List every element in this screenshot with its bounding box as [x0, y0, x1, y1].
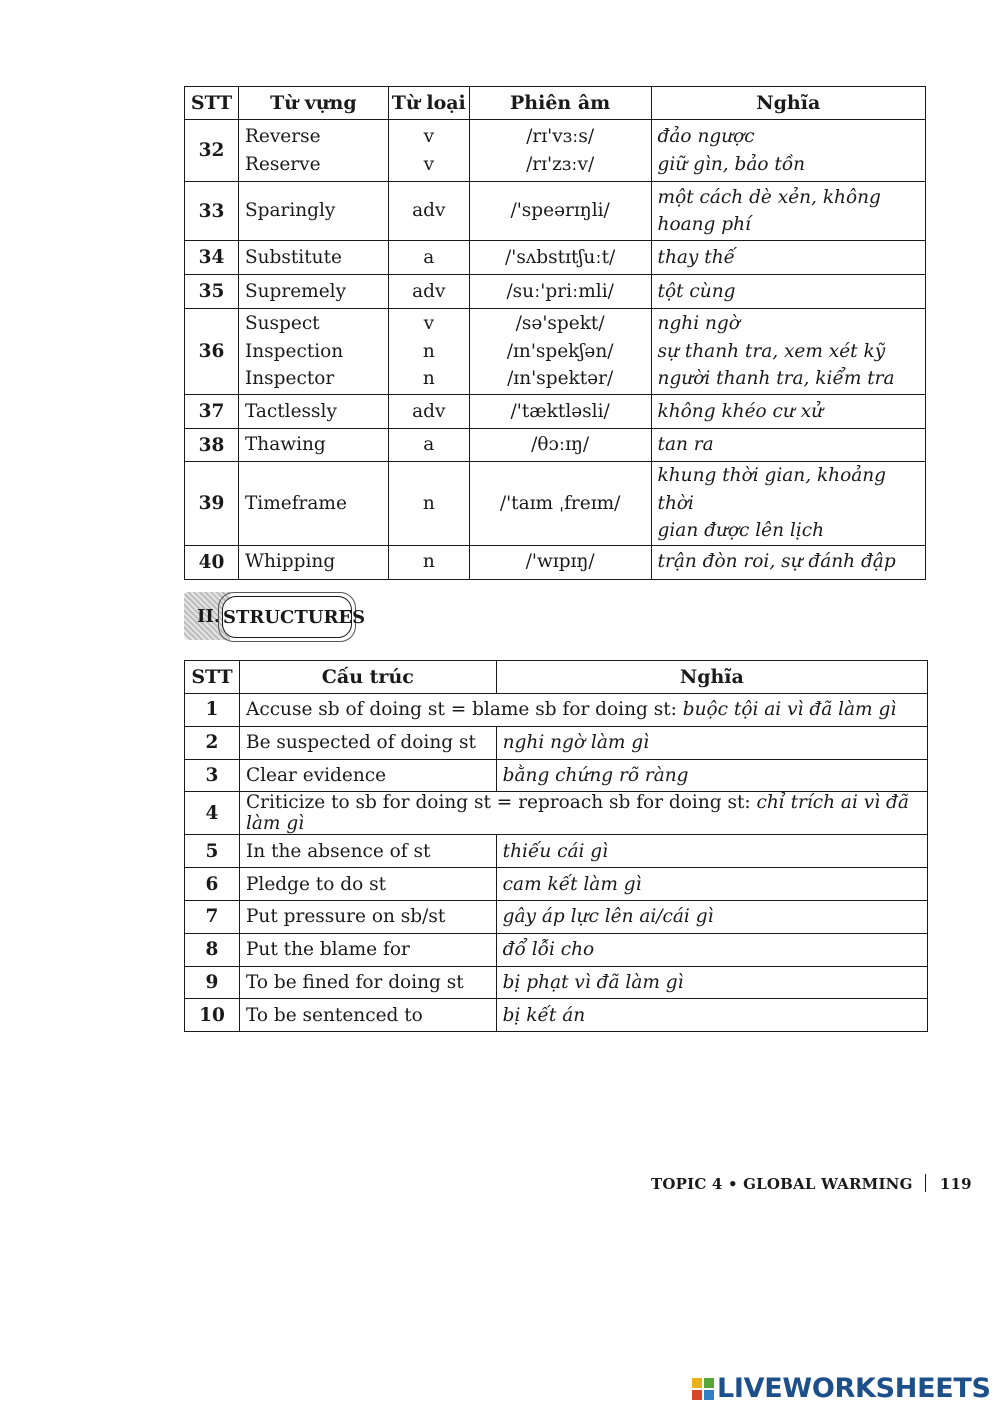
table-row — [185, 966, 928, 999]
table-row — [185, 429, 926, 462]
meaning-cell: cam kết làm gì — [496, 868, 927, 901]
meaning-line: gian được lên lịch — [657, 520, 825, 541]
meaning-cell: gây áp lực lên ai/cái gì — [496, 900, 927, 933]
pronunciation-cell — [469, 429, 651, 462]
liveworksheets-logo-icon — [692, 1378, 714, 1400]
pronunciation-cell — [469, 309, 651, 395]
part-of-speech-cell — [388, 395, 469, 429]
structure-meaning: buộc tội ai vì đã làm gì — [682, 699, 897, 721]
part-of-speech-cell — [388, 241, 469, 275]
pronunciation-cell — [469, 462, 651, 546]
table-row — [185, 309, 926, 395]
table-row — [185, 241, 926, 275]
meaning-line: thay thế — [657, 246, 735, 268]
part-of-speech-line: n — [422, 368, 435, 390]
part-of-speech-line: adv — [412, 200, 446, 222]
word-cell — [238, 395, 388, 429]
word-line: Reverse — [244, 126, 321, 147]
pronunciation-cell — [469, 241, 651, 275]
meaning-cell: bị kết án — [496, 999, 927, 1032]
word-cell — [238, 241, 388, 275]
part-of-speech-line: a — [423, 434, 435, 456]
part-of-speech-line: adv — [412, 280, 446, 302]
meaning-cell: đổ lỗi cho — [496, 933, 927, 966]
table-row — [185, 999, 928, 1032]
part-of-speech-cell — [388, 275, 469, 309]
vocabulary-table — [184, 86, 926, 580]
row-number: 3 — [185, 759, 240, 792]
table-row — [185, 462, 926, 546]
row-number: 36 — [185, 309, 239, 395]
part-of-speech-cell — [388, 545, 469, 579]
meaning-cell — [651, 241, 925, 275]
structure-text: Criticize to sb for doing st = reproach sb for doing st: — [245, 792, 757, 814]
part-of-speech-line: n — [422, 340, 435, 362]
table-row — [185, 792, 928, 835]
row-number: 5 — [185, 835, 240, 868]
word-line: Inspection — [244, 340, 344, 362]
meaning-cell: nghi ngờ làm gì — [496, 726, 927, 759]
word-line: Whipping — [244, 551, 336, 573]
part-of-speech-cell — [388, 462, 469, 546]
row-number: 7 — [185, 900, 240, 933]
structure-cell: In the absence of st — [239, 835, 496, 868]
header-pronunciation: Phiên âm — [469, 87, 651, 120]
header-part-of-speech: Từ loại — [388, 87, 469, 120]
word-line: Tactlessly — [244, 400, 337, 422]
row-number: 6 — [185, 868, 240, 901]
table-row — [185, 900, 928, 933]
part-of-speech-line: n — [422, 492, 435, 514]
meaning-line: tột cùng — [657, 280, 736, 302]
row-number: 9 — [185, 966, 240, 999]
structure-cell: To be fined for doing st — [239, 966, 496, 999]
meaning-cell: bị phạt vì đã làm gì — [496, 966, 927, 999]
row-number: 34 — [185, 241, 239, 275]
structure-meaning: chỉ trích ai vì đã làm gì — [245, 792, 909, 835]
meaning-cell — [651, 275, 925, 309]
meaning-line: người thanh tra, kiểm tra — [657, 368, 895, 390]
row-number: 37 — [185, 395, 239, 429]
word-line: Reserve — [244, 153, 321, 175]
table-row — [185, 545, 926, 579]
word-cell — [238, 545, 388, 579]
page-number: 119 — [939, 1175, 972, 1193]
word-line: Suspect — [244, 313, 320, 335]
meaning-cell: bằng chứng rõ ràng — [496, 759, 927, 792]
meaning-cell — [651, 395, 925, 429]
structure-cell: Put pressure on sb/st — [239, 900, 496, 933]
structures-header-row — [185, 661, 928, 694]
word-line: Inspector — [244, 368, 335, 390]
section-title: STRUCTURES — [223, 607, 366, 628]
section-number: II. — [197, 606, 221, 627]
part-of-speech-cell — [388, 182, 469, 241]
word-cell — [238, 275, 388, 309]
meaning-line: đảo ngược — [657, 126, 755, 147]
pronunciation-line: /suː'priːmli/ — [506, 280, 614, 302]
table-row — [185, 395, 926, 429]
header-stt: STT — [185, 661, 240, 694]
meaning-line: tan ra — [657, 434, 714, 456]
row-number: 35 — [185, 275, 239, 309]
part-of-speech-line: v — [423, 313, 435, 335]
structure-cell — [239, 792, 927, 835]
meaning-cell — [651, 309, 925, 395]
pronunciation-line: /ɪn'spektər/ — [507, 368, 614, 390]
part-of-speech-cell — [388, 120, 469, 182]
row-number: 10 — [185, 999, 240, 1032]
table-row — [185, 694, 928, 727]
pronunciation-line: /sə'spekt/ — [515, 313, 605, 335]
meaning-cell — [651, 182, 925, 241]
pronunciation-cell — [469, 275, 651, 309]
structure-cell: Put the blame for — [239, 933, 496, 966]
word-cell — [238, 309, 388, 395]
part-of-speech-line: v — [423, 153, 435, 175]
pronunciation-cell — [469, 182, 651, 241]
watermark-text: LIVEWORKSHEETS — [717, 1373, 991, 1404]
word-line: Substitute — [244, 246, 342, 268]
part-of-speech-line: n — [422, 551, 435, 573]
pronunciation-line: /'sʌbstɪtʃuːt/ — [505, 246, 616, 268]
table-row — [185, 868, 928, 901]
word-line: Sparingly — [244, 200, 336, 222]
header-word: Từ vựng — [238, 87, 388, 120]
structure-cell: To be sentenced to — [239, 999, 496, 1032]
row-number: 33 — [185, 182, 239, 241]
meaning-line: không khéo cư xử — [657, 400, 824, 422]
row-number: 4 — [185, 792, 240, 835]
pronunciation-line: /rɪ'vɜːs/ — [526, 126, 595, 147]
word-cell — [238, 462, 388, 546]
meaning-line: nghi ngờ — [657, 313, 740, 335]
meaning-line: hoang phí — [657, 214, 751, 235]
word-cell — [238, 120, 388, 182]
meaning-line: khung thời gian, khoảng thời — [657, 465, 887, 514]
header-stt: STT — [185, 87, 239, 120]
word-cell — [238, 182, 388, 241]
section-heading — [184, 592, 366, 642]
pronunciation-line: /'tæktləsli/ — [510, 400, 610, 422]
meaning-cell — [651, 429, 925, 462]
header-meaning: Nghĩa — [496, 661, 927, 694]
row-number: 8 — [185, 933, 240, 966]
meaning-cell — [651, 545, 925, 579]
structure-cell: Be suspected of doing st — [239, 726, 496, 759]
word-line: Thawing — [244, 434, 326, 456]
topic-label: TOPIC 4 • GLOBAL WARMING — [651, 1175, 913, 1193]
structure-text: Accuse sb of doing st = blame sb for doing st: — [245, 699, 683, 721]
pronunciation-cell — [469, 395, 651, 429]
vocabulary-header-row — [185, 87, 926, 120]
part-of-speech-cell — [388, 429, 469, 462]
meaning-cell — [651, 120, 925, 182]
word-line: Supremely — [244, 280, 347, 302]
part-of-speech-line: adv — [412, 400, 446, 422]
table-row — [185, 933, 928, 966]
part-of-speech-line: v — [423, 126, 435, 147]
pronunciation-line: /'wɪpɪŋ/ — [525, 551, 595, 573]
meaning-cell: thiếu cái gì — [496, 835, 927, 868]
meaning-line: sự thanh tra, xem xét kỹ — [657, 340, 886, 362]
pronunciation-line: /'speərɪŋli/ — [510, 200, 610, 222]
table-row — [185, 726, 928, 759]
pronunciation-line: /ɪn'spekʃən/ — [506, 340, 614, 362]
meaning-line: giữ gìn, bảo tồn — [657, 153, 806, 175]
row-number: 2 — [185, 726, 240, 759]
pronunciation-cell — [469, 545, 651, 579]
table-row — [185, 835, 928, 868]
part-of-speech-line: a — [423, 246, 435, 268]
pronunciation-line: /'taɪm ˌfreɪm/ — [499, 492, 621, 514]
row-number: 32 — [185, 120, 239, 182]
header-structure: Cấu trúc — [239, 661, 496, 694]
table-row — [185, 759, 928, 792]
word-line: Timeframe — [244, 492, 347, 514]
meaning-line: trận đòn roi, sự đánh đập — [657, 551, 896, 573]
heading-frame — [222, 596, 366, 638]
structure-cell: Pledge to do st — [239, 868, 496, 901]
table-row — [185, 120, 926, 182]
table-row — [185, 275, 926, 309]
pronunciation-line: /θɔːɪŋ/ — [531, 434, 590, 456]
meaning-line: một cách dè xẻn, không — [657, 186, 881, 208]
row-number: 40 — [185, 545, 239, 579]
structures-table — [184, 660, 928, 1032]
row-number: 38 — [185, 429, 239, 462]
row-number: 39 — [185, 462, 239, 546]
part-of-speech-cell — [388, 309, 469, 395]
header-meaning: Nghĩa — [651, 87, 925, 120]
pronunciation-line: /rɪ'zɜːv/ — [526, 153, 595, 175]
structure-cell: Clear evidence — [239, 759, 496, 792]
page-footer — [651, 1174, 972, 1193]
footer-divider — [925, 1174, 926, 1192]
word-cell — [238, 429, 388, 462]
pronunciation-cell — [469, 120, 651, 182]
meaning-cell — [651, 462, 925, 546]
table-row — [185, 182, 926, 241]
row-number: 1 — [185, 694, 240, 727]
structure-cell — [239, 694, 927, 727]
